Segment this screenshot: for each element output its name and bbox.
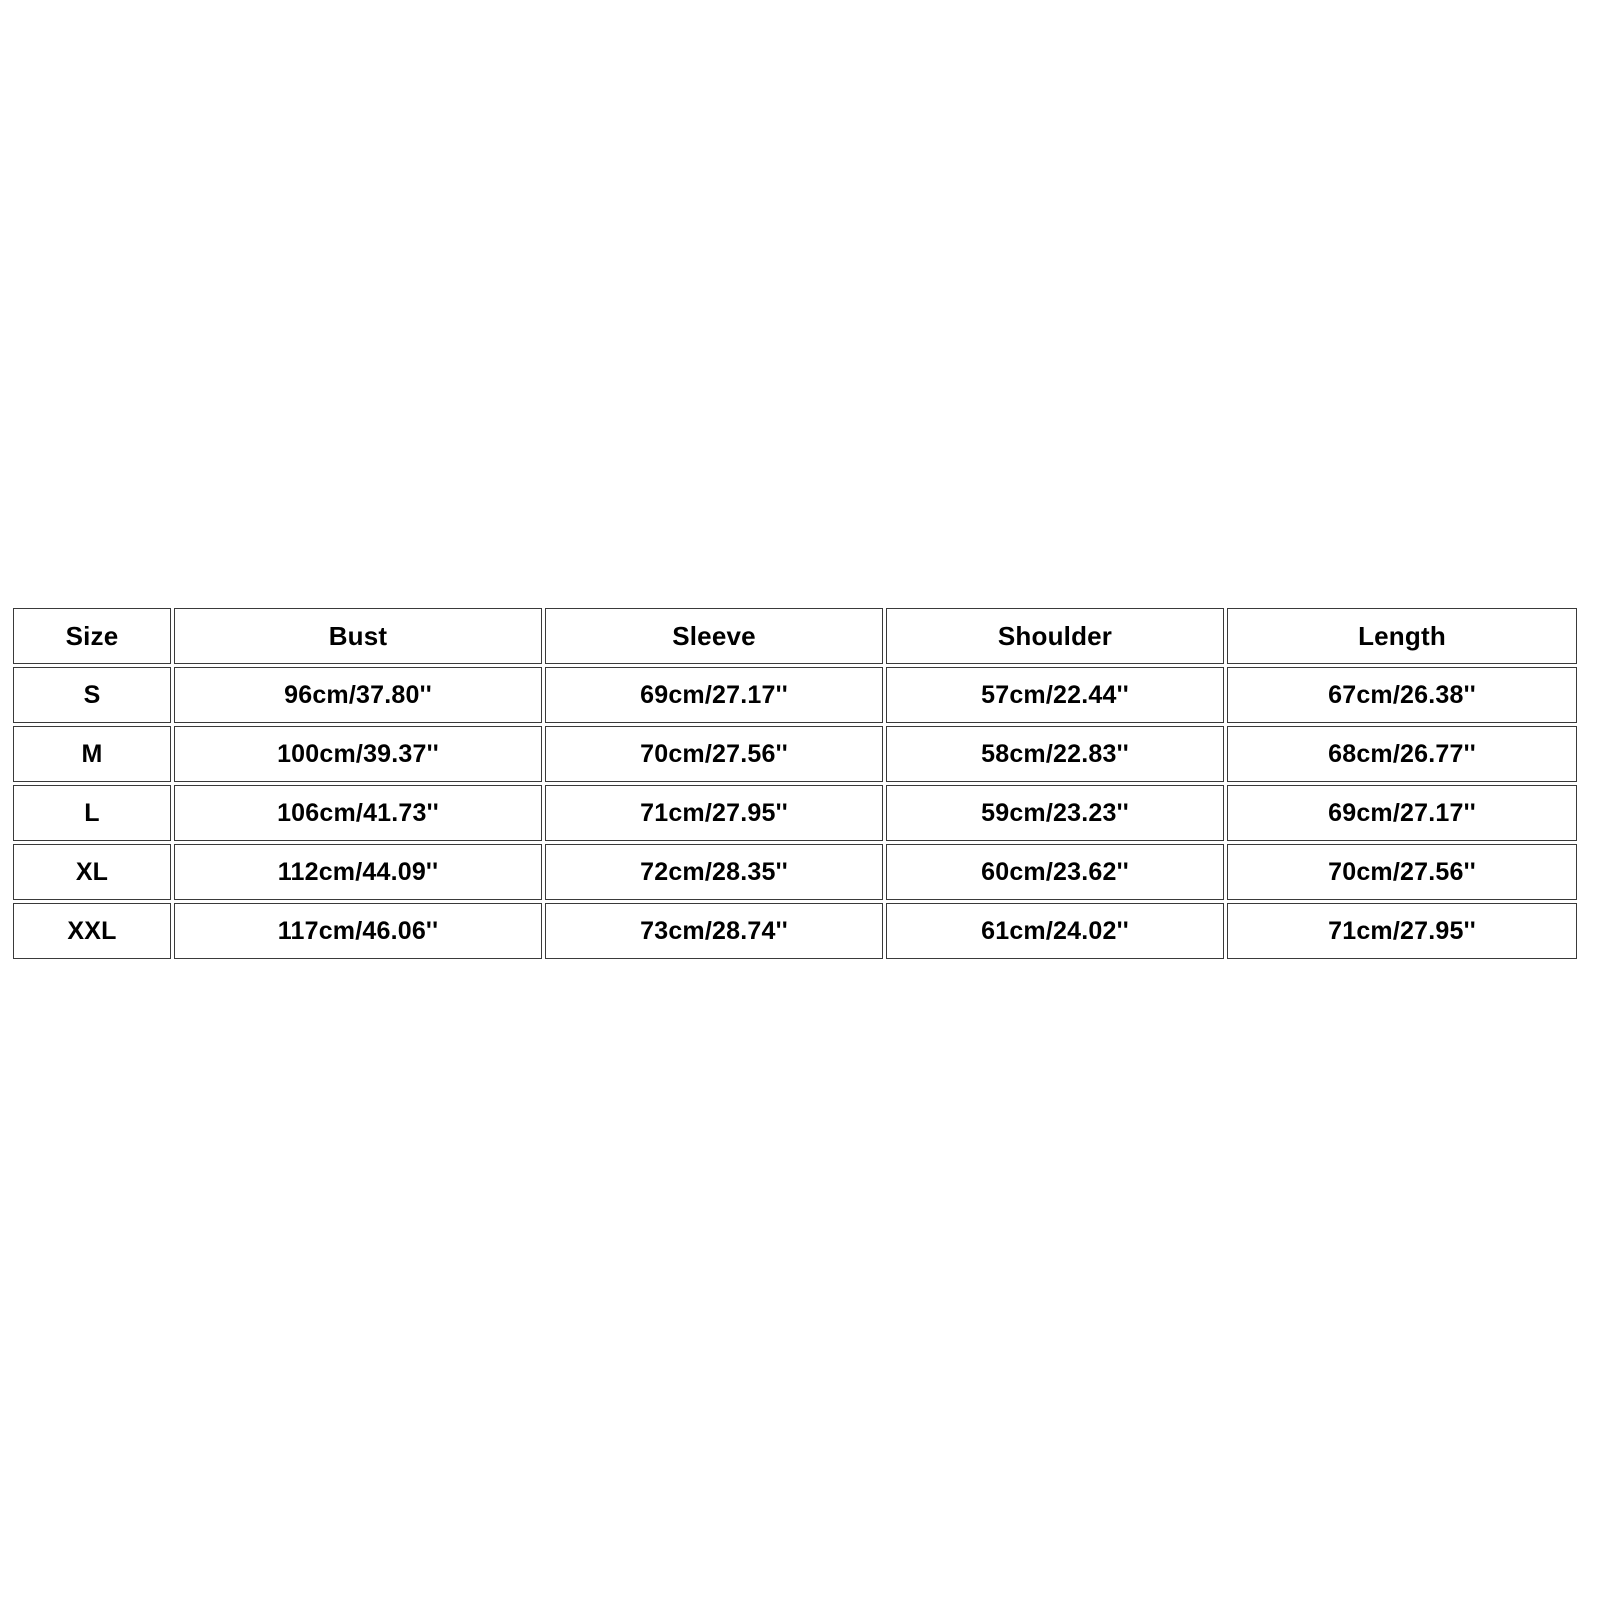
column-header-shoulder: Shoulder bbox=[886, 608, 1224, 664]
cell-length: 70cm/27.56'' bbox=[1227, 844, 1577, 900]
cell-size: S bbox=[13, 667, 171, 723]
cell-length: 71cm/27.95'' bbox=[1227, 903, 1577, 959]
cell-shoulder: 61cm/24.02'' bbox=[886, 903, 1224, 959]
table-row bbox=[13, 667, 1577, 723]
table-row bbox=[13, 785, 1577, 841]
cell-size: L bbox=[13, 785, 171, 841]
column-header-length: Length bbox=[1227, 608, 1577, 664]
column-header-sleeve: Sleeve bbox=[545, 608, 883, 664]
cell-size: M bbox=[13, 726, 171, 782]
cell-size: XXL bbox=[13, 903, 171, 959]
cell-sleeve: 72cm/28.35'' bbox=[545, 844, 883, 900]
column-header-size: Size bbox=[13, 608, 171, 664]
cell-bust: 96cm/37.80'' bbox=[174, 667, 542, 723]
table-header-row bbox=[13, 608, 1577, 664]
table-row bbox=[13, 726, 1577, 782]
table-row bbox=[13, 903, 1577, 959]
cell-shoulder: 57cm/22.44'' bbox=[886, 667, 1224, 723]
cell-sleeve: 71cm/27.95'' bbox=[545, 785, 883, 841]
cell-sleeve: 69cm/27.17'' bbox=[545, 667, 883, 723]
cell-bust: 112cm/44.09'' bbox=[174, 844, 542, 900]
cell-sleeve: 73cm/28.74'' bbox=[545, 903, 883, 959]
cell-length: 69cm/27.17'' bbox=[1227, 785, 1577, 841]
cell-length: 68cm/26.77'' bbox=[1227, 726, 1577, 782]
cell-size: XL bbox=[13, 844, 171, 900]
size-chart-table bbox=[10, 605, 1580, 962]
cell-bust: 100cm/39.37'' bbox=[174, 726, 542, 782]
column-header-bust: Bust bbox=[174, 608, 542, 664]
table-row bbox=[13, 844, 1577, 900]
cell-shoulder: 60cm/23.62'' bbox=[886, 844, 1224, 900]
cell-length: 67cm/26.38'' bbox=[1227, 667, 1577, 723]
cell-sleeve: 70cm/27.56'' bbox=[545, 726, 883, 782]
cell-bust: 117cm/46.06'' bbox=[174, 903, 542, 959]
cell-bust: 106cm/41.73'' bbox=[174, 785, 542, 841]
size-chart-container bbox=[10, 605, 1570, 962]
cell-shoulder: 59cm/23.23'' bbox=[886, 785, 1224, 841]
cell-shoulder: 58cm/22.83'' bbox=[886, 726, 1224, 782]
